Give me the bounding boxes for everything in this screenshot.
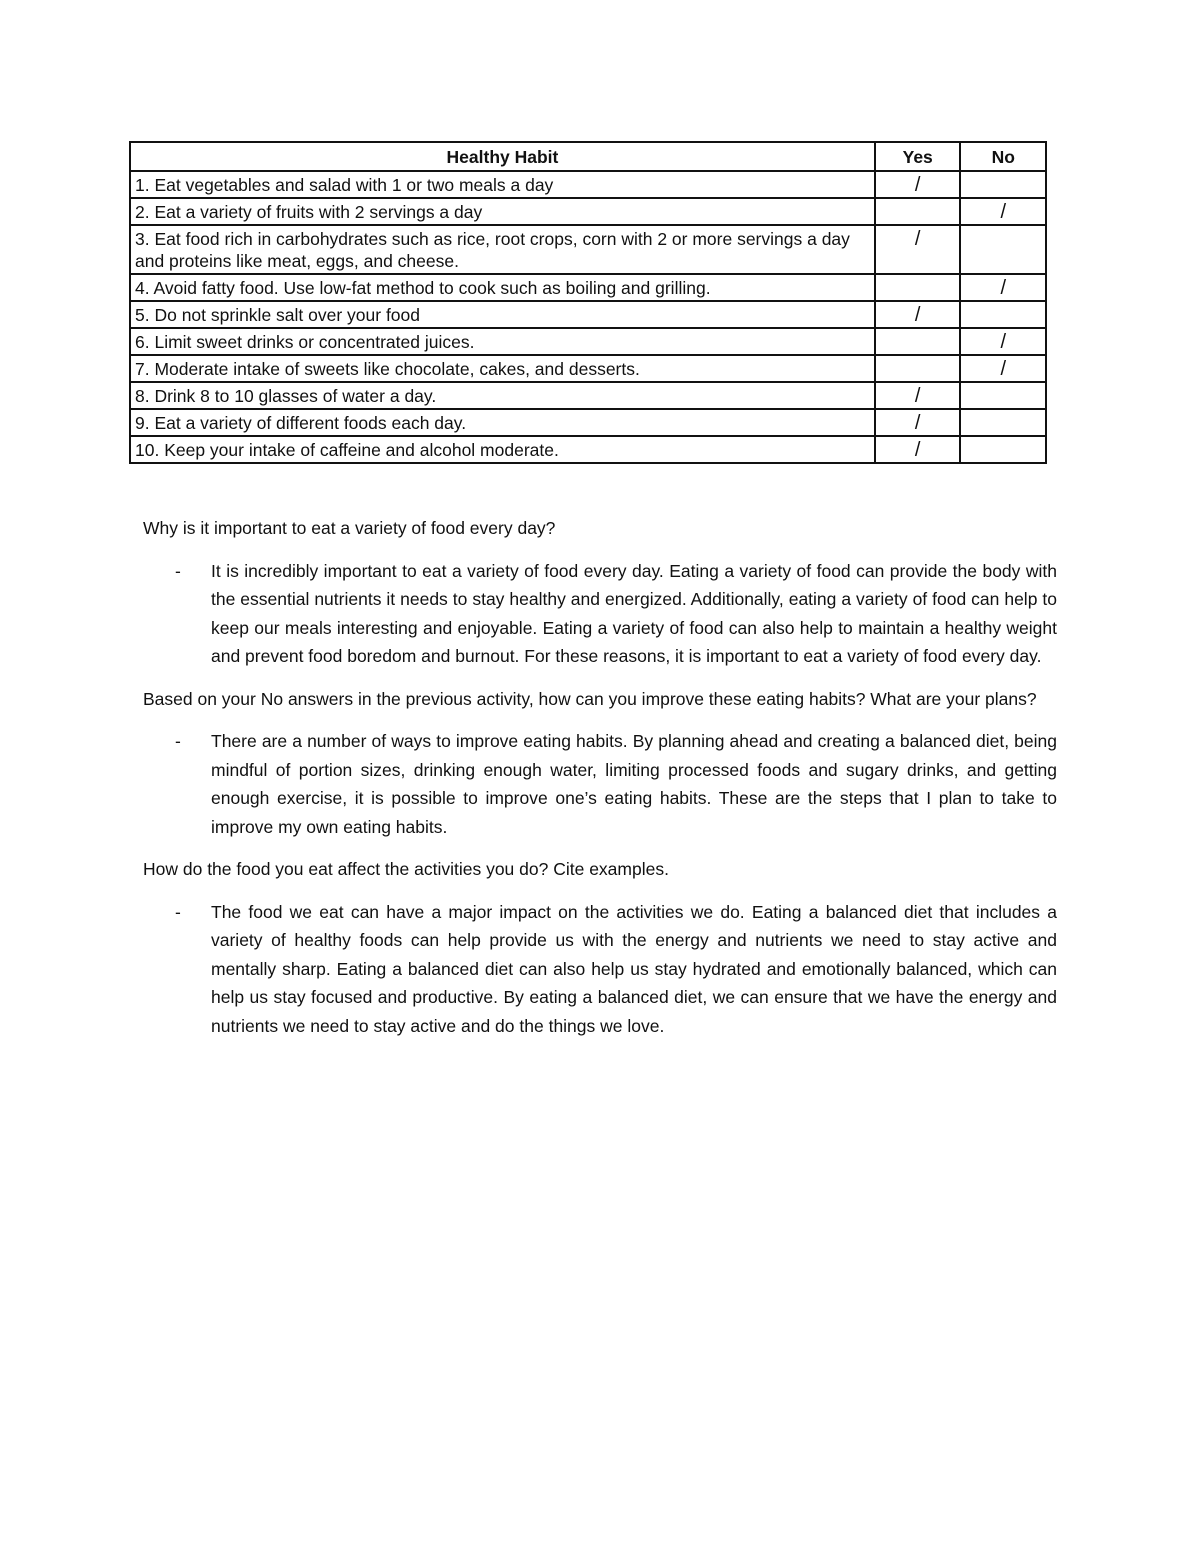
yes-cell: / bbox=[875, 225, 961, 274]
no-cell: / bbox=[960, 355, 1046, 382]
answer-3-text: The food we eat can have a major impact on the activities we do. Eating a balanced diet that includes a variety of healthy foods can help provide us with the energy and nutrients we need to stay active and mentally sharp. Eating a balanced diet can also help us stay hydrated and emotionally balanced, which can help us stay focused and productive. By eating a balanced diet, we can ensure that we have the energy and nutrients we need to stay active and do the things we love. bbox=[211, 901, 1057, 1036]
table-row bbox=[130, 355, 1046, 382]
answer-3 bbox=[143, 898, 1057, 1041]
habit-cell: 5. Do not sprinkle salt over your food bbox=[130, 301, 875, 328]
table-row bbox=[130, 171, 1046, 198]
question-answer-section bbox=[143, 514, 1057, 1054]
yes-cell: / bbox=[875, 382, 961, 409]
no-cell: / bbox=[960, 274, 1046, 301]
answer-dash: - bbox=[175, 731, 181, 751]
yes-cell bbox=[875, 198, 961, 225]
yes-cell: / bbox=[875, 171, 961, 198]
table-row bbox=[130, 274, 1046, 301]
header-no: No bbox=[960, 142, 1046, 171]
table-row bbox=[130, 198, 1046, 225]
no-cell: / bbox=[960, 328, 1046, 355]
habit-cell: 8. Drink 8 to 10 glasses of water a day. bbox=[130, 382, 875, 409]
table-header-row bbox=[130, 142, 1046, 171]
no-cell bbox=[960, 436, 1046, 463]
habit-cell: 6. Limit sweet drinks or concentrated juices. bbox=[130, 328, 875, 355]
answer-dash: - bbox=[175, 901, 181, 922]
no-cell bbox=[960, 171, 1046, 198]
yes-cell bbox=[875, 274, 961, 301]
habit-cell: 1. Eat vegetables and salad with 1 or two meals a day bbox=[130, 171, 875, 198]
no-cell bbox=[960, 301, 1046, 328]
habit-cell: 4. Avoid fatty food. Use low-fat method to cook such as boiling and grilling. bbox=[130, 274, 875, 301]
no-cell: / bbox=[960, 198, 1046, 225]
answer-2 bbox=[143, 727, 1057, 841]
table-row bbox=[130, 225, 1046, 274]
answer-1-text: It is incredibly important to eat a variety of food every day. Eating a variety of food can provide the body with the essential nutrients it needs to stay healthy and energized. Additionally, eating a variety of food can help to keep our meals interesting and enjoyable. Eating a variety of food can also help to maintain a healthy weight and prevent food boredom and burnout. For these reasons, it is important to eat a variety of food every day. bbox=[211, 560, 1057, 666]
habit-cell: 9. Eat a variety of different foods each day. bbox=[130, 409, 875, 436]
question-3: How do the food you eat affect the activities you do? Cite examples. bbox=[143, 859, 669, 879]
habit-cell: 10. Keep your intake of caffeine and alcohol moderate. bbox=[130, 436, 875, 463]
table-row bbox=[130, 301, 1046, 328]
table-row bbox=[130, 382, 1046, 409]
table-row bbox=[130, 328, 1046, 355]
table-row bbox=[130, 409, 1046, 436]
no-cell bbox=[960, 409, 1046, 436]
yes-cell: / bbox=[875, 301, 961, 328]
healthy-habits-table bbox=[129, 141, 1047, 464]
header-healthy-habit: Healthy Habit bbox=[130, 142, 875, 171]
answer-2-text: There are a number of ways to improve eating habits. By planning ahead and creating a balanced diet, being mindful of portion sizes, drinking enough water, limiting processed foods and sugary drinks, and getting enough exercise, it is possible to improve one’s eating habits. These are the steps that I plan to take to improve my own eating habits. bbox=[211, 731, 1057, 837]
habit-cell: 2. Eat a variety of fruits with 2 servings a day bbox=[130, 198, 875, 225]
header-yes: Yes bbox=[875, 142, 961, 171]
table-row bbox=[130, 436, 1046, 463]
yes-cell: / bbox=[875, 409, 961, 436]
no-cell bbox=[960, 225, 1046, 274]
answer-dash: - bbox=[175, 560, 181, 581]
habit-cell: 3. Eat food rich in carbohydrates such as rice, root crops, corn with 2 or more servings a day and proteins like meat, eggs, and cheese. bbox=[130, 225, 875, 274]
answer-1 bbox=[143, 557, 1057, 671]
question-1: Why is it important to eat a variety of food every day? bbox=[143, 518, 556, 538]
yes-cell: / bbox=[875, 436, 961, 463]
question-2: Based on your No answers in the previous activity, how can you improve these eating habits? What are your plans? bbox=[143, 688, 1037, 709]
yes-cell bbox=[875, 328, 961, 355]
habit-cell: 7. Moderate intake of sweets like chocolate, cakes, and desserts. bbox=[130, 355, 875, 382]
yes-cell bbox=[875, 355, 961, 382]
no-cell bbox=[960, 382, 1046, 409]
